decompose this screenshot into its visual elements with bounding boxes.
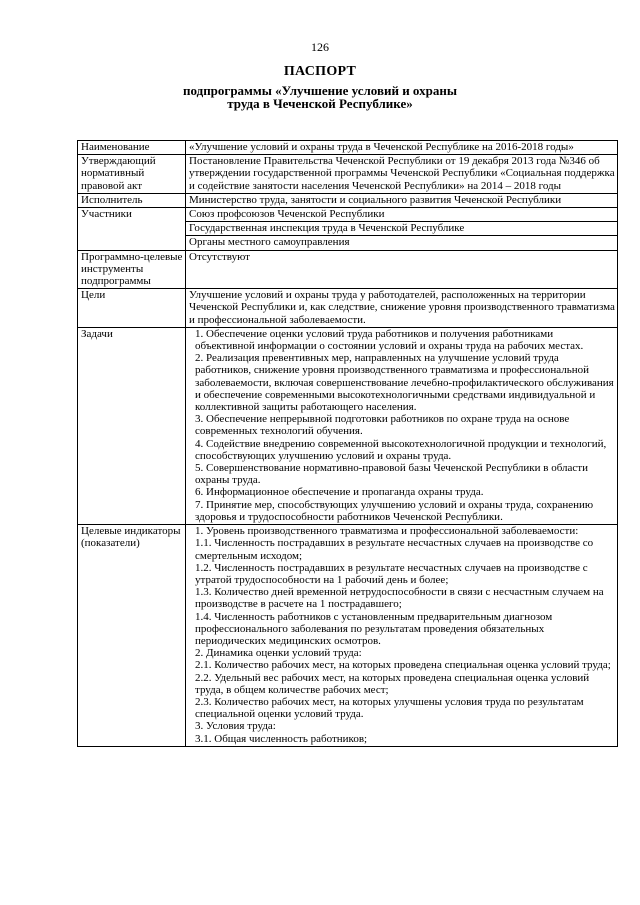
participant-2: Государственная инспекция труда в Чеченской Республике — [186, 222, 618, 236]
label-name: Наименование — [78, 141, 186, 155]
task-item-6: 6. Информационное обеспечение и пропаганда охраны труда. — [195, 486, 484, 499]
subtitle-line-1: подпрограммы «Улучшение условий и охраны — [183, 83, 457, 98]
value-name: «Улучшение условий и охраны труда в Чеченской Республике на 2016-2018 годы» — [186, 141, 618, 155]
row-instruments — [78, 250, 618, 289]
indicator-item-2-1: 2.1. Количество рабочих мест, на которых проведена специальная оценка условий труда; — [195, 659, 611, 672]
label-tasks: Задачи — [78, 327, 186, 524]
row-participants-1 — [78, 208, 618, 222]
subtitle-line-2: труда в Чеченской Республике» — [227, 96, 413, 111]
row-executor — [78, 193, 618, 207]
label-executor: Исполнитель — [78, 193, 186, 207]
page-number: 126 — [311, 40, 329, 54]
passport-table — [77, 140, 618, 747]
indicator-item-3: 3. Условия труда: — [195, 720, 276, 733]
indicator-item-1-4: 1.4. Численность работников с установленным предварительным диагнозом профессионального заболевания по результатам проведения обязательных периодических медицинских осмотров. — [195, 610, 553, 647]
value-indicators — [186, 525, 618, 747]
indicator-item-1-3: 1.3. Количество дней временной нетрудоспособности в связи с несчастным случаем на производстве в расчете на 1 пострадавшего; — [195, 586, 604, 611]
value-tasks — [186, 327, 618, 524]
indicator-item-2: 2. Динамика оценки условий труда: — [195, 647, 362, 660]
label-act: Утверждающий нормативный правовой акт — [78, 155, 186, 194]
task-item-5: 5. Совершенствование нормативно-правовой базы Чеченской Республики в области охраны труда. — [195, 462, 588, 487]
participant-1: Союз профсоюзов Чеченской Республики — [186, 208, 618, 222]
indicator-item-3-1: 3.1. Общая численность работников; — [195, 732, 368, 745]
label-goals: Цели — [78, 289, 186, 328]
label-participants: Участники — [78, 208, 186, 251]
indicator-item-1-2: 1.2. Численность пострадавших в результате несчастных случаев на производстве с утратой трудоспособности на 1 рабочий день и более; — [195, 561, 588, 586]
document-title: ПАСПОРТ — [283, 64, 357, 79]
row-act — [78, 155, 618, 194]
task-item-2: 2. Реализация превентивных мер, направленных на улучшение условий труда работников, снижение уровня производственного травматизма и профессиональной заболеваемости, включая совершенствование лечебно-профилактического обслуживания и обеспечение современными высокотехнологичными средствами индивидуальной и коллективной защиты работающего населения. — [195, 352, 614, 414]
task-item-7: 7. Принятие мер, способствующих улучшению условий и охраны труда, сохранению здоровья и трудоспособности работников Чеченской Республики. — [195, 498, 594, 523]
indicator-item-2-3: 2.3. Количество рабочих мест, на которых улучшены условия труда по результатам специальной оценки условий труда. — [195, 695, 584, 721]
task-item-3: 3. Обеспечение непрерывной подготовки работников по охране труда на основе современных технологий обучения. — [195, 413, 570, 438]
indicator-item-1-1: 1.1. Численность пострадавших в результате несчастных случаев на производстве со смертельным исходом; — [195, 537, 594, 562]
value-act: Постановление Правительства Чеченской Республики от 19 декабря 2013 года №346 об утверждении государственной программы Чеченской Республики «Социальная поддержка и содействие занятости населения Чеченской Республики» на 2014 – 2018 годы — [186, 155, 618, 194]
row-indicators — [78, 525, 618, 747]
task-item-1: 1. Обеспечение оценки условий труда работников и получения работниками объективной информации о состоянии условий и охраны труда на рабочих местах. — [195, 327, 584, 353]
label-instruments: Программно-целевые инструменты подпрограммы — [78, 250, 186, 289]
value-goals: Улучшение условий и охраны труда у работодателей, расположенных на территории Чеченской Республики и, как следствие, снижение уровня производственного травматизма и профессиональной заболеваемости. — [186, 289, 618, 328]
label-indicators: Целевые индикаторы (показатели) — [78, 525, 186, 747]
document-subtitle — [0, 84, 640, 110]
participant-3: Органы местного самоуправления — [186, 236, 618, 250]
row-goals — [78, 289, 618, 328]
row-name — [78, 141, 618, 155]
task-item-4: 4. Содействие внедрению современной высокотехнологичной продукции и технологий, способствующих улучшению условий и охраны труда. — [195, 437, 607, 462]
value-executor: Министерство труда, занятости и социального развития Чеченской Республики — [186, 193, 618, 207]
value-instruments: Отсутствуют — [186, 250, 618, 289]
row-tasks — [78, 327, 618, 524]
indicator-item-2-2: 2.2. Удельный вес рабочих мест, на которых проведена специальная оценка условий труда, в общем количестве рабочих мест; — [195, 671, 590, 696]
indicator-item-1: 1. Уровень производственного травматизма и профессиональной заболеваемости: — [195, 525, 579, 538]
